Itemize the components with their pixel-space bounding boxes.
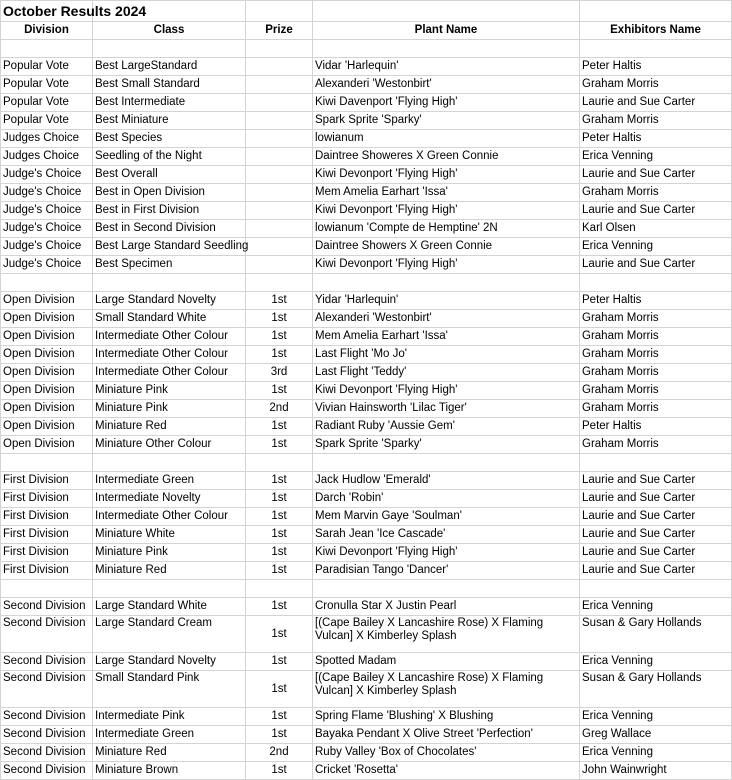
header-row [1, 22, 732, 40]
prize-cell[interactable]: 1st [246, 762, 313, 780]
division-cell[interactable]: First Division [1, 526, 93, 544]
prize-cell[interactable] [246, 76, 313, 94]
class-cell[interactable]: Miniature Pink [93, 544, 246, 562]
class-cell[interactable] [93, 580, 246, 598]
class-cell[interactable]: Best Specimen [93, 256, 246, 274]
exhibitor-cell[interactable]: Graham Morris [580, 112, 732, 130]
exhibitor-cell[interactable]: Laurie and Sue Carter [580, 544, 732, 562]
division-cell[interactable] [1, 40, 93, 58]
blank-row [1, 274, 732, 292]
exhibitor-cell[interactable]: Peter Haltis [580, 130, 732, 148]
plant-name-cell[interactable]: Jack Hudlow 'Emerald' [313, 472, 580, 490]
cell[interactable] [580, 1, 732, 22]
plant-name-cell[interactable]: Mem Marvin Gaye 'Soulman' [313, 508, 580, 526]
exhibitor-cell[interactable]: Graham Morris [580, 364, 732, 382]
table-row [1, 76, 732, 94]
prize-cell[interactable] [246, 148, 313, 166]
class-cell[interactable]: Best in First Division [93, 202, 246, 220]
division-cell[interactable]: Judges Choice [1, 130, 93, 148]
class-cell[interactable]: Intermediate Pink [93, 708, 246, 726]
prize-cell[interactable]: 2nd [246, 744, 313, 762]
class-cell[interactable] [93, 454, 246, 472]
exhibitor-cell[interactable] [580, 274, 732, 292]
prize-cell[interactable]: 1st [246, 436, 313, 454]
plant-name-cell[interactable]: Kiwi Devonport 'Flying High' [313, 544, 580, 562]
division-cell[interactable] [1, 454, 93, 472]
header-prize[interactable]: Prize [246, 22, 313, 40]
prize-cell[interactable]: 1st [246, 653, 313, 671]
prize-cell[interactable] [246, 40, 313, 58]
plant-name-cell[interactable]: Ruby Valley 'Box of Chocolates' [313, 744, 580, 762]
class-cell[interactable]: Large Standard Novelty [93, 292, 246, 310]
class-cell[interactable] [93, 40, 246, 58]
plant-name-cell[interactable]: Spark Sprite 'Sparky' [313, 112, 580, 130]
plant-name-cell[interactable]: Spring Flame 'Blushing' X Blushing [313, 708, 580, 726]
plant-name-cell[interactable]: Sarah Jean 'Ice Cascade' [313, 526, 580, 544]
table-row [1, 708, 732, 726]
division-cell[interactable]: Open Division [1, 400, 93, 418]
table-row [1, 94, 732, 112]
class-cell[interactable]: Intermediate Green [93, 472, 246, 490]
exhibitor-cell[interactable] [580, 454, 732, 472]
exhibitor-cell[interactable]: Erica Venning [580, 598, 732, 616]
class-cell[interactable]: Miniature White [93, 526, 246, 544]
table-row [1, 726, 732, 744]
blank-row [1, 40, 732, 58]
table-row [1, 508, 732, 526]
table-row [1, 490, 732, 508]
division-cell[interactable]: Judge's Choice [1, 238, 93, 256]
prize-cell[interactable] [246, 274, 313, 292]
prize-cell[interactable] [246, 184, 313, 202]
class-cell[interactable]: Miniature Brown [93, 762, 246, 780]
exhibitor-cell[interactable]: Laurie and Sue Carter [580, 202, 732, 220]
exhibitor-cell[interactable]: Erica Venning [580, 744, 732, 762]
header-class[interactable]: Class [93, 22, 246, 40]
division-cell[interactable] [1, 580, 93, 598]
class-cell[interactable]: Intermediate Novelty [93, 490, 246, 508]
prize-cell[interactable]: 3rd [246, 364, 313, 382]
class-cell[interactable]: Best Miniature [93, 112, 246, 130]
exhibitor-cell[interactable]: John Wainwright [580, 762, 732, 780]
table-row [1, 562, 732, 580]
plant-name-cell[interactable]: Cricket 'Rosetta' [313, 762, 580, 780]
division-cell[interactable]: Second Division [1, 616, 93, 653]
division-cell[interactable]: Judge's Choice [1, 184, 93, 202]
exhibitor-cell[interactable]: Peter Haltis [580, 292, 732, 310]
class-cell[interactable]: Best in Second Division [93, 220, 246, 238]
division-cell[interactable]: Second Division [1, 762, 93, 780]
blank-row [1, 454, 732, 472]
division-cell[interactable]: Popular Vote [1, 94, 93, 112]
plant-name-cell[interactable]: Vidar 'Harlequin' [313, 58, 580, 76]
exhibitor-cell[interactable]: Graham Morris [580, 310, 732, 328]
prize-cell[interactable] [246, 580, 313, 598]
class-cell[interactable]: Best Overall [93, 166, 246, 184]
table-row [1, 346, 732, 364]
plant-name-cell[interactable]: Paradisian Tango 'Dancer' [313, 562, 580, 580]
prize-cell[interactable]: 1st [246, 472, 313, 490]
division-cell[interactable]: Popular Vote [1, 76, 93, 94]
exhibitor-cell[interactable]: Laurie and Sue Carter [580, 94, 732, 112]
table-row [1, 744, 732, 762]
prize-cell[interactable]: 1st [246, 726, 313, 744]
exhibitor-cell[interactable]: Susan & Gary Hollands [580, 616, 732, 653]
exhibitor-cell[interactable]: Susan & Gary Hollands [580, 671, 732, 708]
table-row [1, 292, 732, 310]
table-row [1, 202, 732, 220]
prize-cell[interactable]: 1st [246, 418, 313, 436]
plant-name-cell[interactable]: Last Flight 'Teddy' [313, 364, 580, 382]
exhibitor-cell[interactable]: Erica Venning [580, 238, 732, 256]
table-row [1, 220, 732, 238]
exhibitor-cell[interactable]: Erica Venning [580, 708, 732, 726]
table-row [1, 472, 732, 490]
plant-name-cell[interactable] [313, 274, 580, 292]
plant-name-cell[interactable]: [(Cape Bailey X Lancashire Rose) X Flaming Vulcan] X Kimberley Splash [313, 671, 580, 708]
table-row [1, 526, 732, 544]
class-cell[interactable]: Large Standard White [93, 598, 246, 616]
division-cell[interactable]: First Division [1, 562, 93, 580]
division-cell[interactable]: Open Division [1, 328, 93, 346]
header-exhibitors-name[interactable]: Exhibitors Name [580, 22, 732, 40]
prize-cell[interactable] [246, 166, 313, 184]
prize-cell[interactable]: 1st [246, 310, 313, 328]
class-cell[interactable]: Intermediate Green [93, 726, 246, 744]
table-row [1, 364, 732, 382]
division-cell[interactable]: Popular Vote [1, 112, 93, 130]
division-cell[interactable]: First Division [1, 544, 93, 562]
division-cell[interactable]: Open Division [1, 310, 93, 328]
plant-name-cell[interactable]: Kiwi Devonport 'Flying High' [313, 166, 580, 184]
table-row [1, 598, 732, 616]
blank-row [1, 580, 732, 598]
class-cell[interactable]: Best in Open Division [93, 184, 246, 202]
prize-cell[interactable]: 1st [246, 562, 313, 580]
prize-cell[interactable]: 1st [246, 708, 313, 726]
plant-name-cell[interactable]: Mem Amelia Earhart 'Issa' [313, 184, 580, 202]
prize-cell[interactable]: 1st [246, 616, 313, 653]
exhibitor-cell[interactable]: Graham Morris [580, 400, 732, 418]
prize-cell[interactable]: 1st [246, 671, 313, 708]
exhibitor-cell[interactable]: Laurie and Sue Carter [580, 490, 732, 508]
table-row [1, 328, 732, 346]
division-cell[interactable]: Second Division [1, 671, 93, 708]
sheet-title[interactable]: October Results 2024 [1, 1, 93, 22]
plant-name-cell[interactable]: Spark Sprite 'Sparky' [313, 436, 580, 454]
exhibitor-cell[interactable]: Peter Haltis [580, 58, 732, 76]
exhibitor-cell[interactable]: Graham Morris [580, 328, 732, 346]
exhibitor-cell[interactable]: Graham Morris [580, 382, 732, 400]
plant-name-cell[interactable]: Daintree Showeres X Green Connie [313, 148, 580, 166]
division-cell[interactable]: Second Division [1, 598, 93, 616]
division-cell[interactable]: Open Division [1, 382, 93, 400]
table-row [1, 148, 732, 166]
division-cell[interactable] [1, 274, 93, 292]
class-cell[interactable] [93, 274, 246, 292]
class-cell[interactable]: Small Standard Pink [93, 671, 246, 708]
class-cell[interactable]: Large Standard Cream [93, 616, 246, 653]
plant-name-cell[interactable]: Spotted Madam [313, 653, 580, 671]
plant-name-cell[interactable]: [(Cape Bailey X Lancashire Rose) X Flaming Vulcan] X Kimberley Splash [313, 616, 580, 653]
cell[interactable] [246, 1, 313, 22]
division-cell[interactable]: Open Division [1, 364, 93, 382]
cell[interactable] [313, 1, 580, 22]
prize-cell[interactable] [246, 130, 313, 148]
division-cell[interactable]: Judge's Choice [1, 166, 93, 184]
division-cell[interactable]: Second Division [1, 744, 93, 762]
prize-cell[interactable]: 1st [246, 598, 313, 616]
prize-cell[interactable]: 1st [246, 346, 313, 364]
class-cell[interactable]: Intermediate Other Colour [93, 364, 246, 382]
plant-name-cell[interactable]: lowianum [313, 130, 580, 148]
table-row [1, 671, 732, 708]
exhibitor-cell[interactable]: Greg Wallace [580, 726, 732, 744]
exhibitor-cell[interactable]: Laurie and Sue Carter [580, 472, 732, 490]
division-cell[interactable]: Judge's Choice [1, 256, 93, 274]
prize-cell[interactable]: 1st [246, 490, 313, 508]
plant-name-cell[interactable]: lowianum 'Compte de Hemptine' 2N [313, 220, 580, 238]
exhibitor-cell[interactable]: Laurie and Sue Carter [580, 256, 732, 274]
division-cell[interactable]: Open Division [1, 346, 93, 364]
title-row [1, 1, 732, 22]
prize-cell[interactable]: 1st [246, 382, 313, 400]
plant-name-cell[interactable]: Mem Amelia Earhart 'Issa' [313, 328, 580, 346]
class-cell[interactable]: Miniature Red [93, 418, 246, 436]
division-cell[interactable]: Judges Choice [1, 148, 93, 166]
division-cell[interactable]: Popular Vote [1, 58, 93, 76]
plant-name-cell[interactable]: Radiant Ruby 'Aussie Gem' [313, 418, 580, 436]
division-cell[interactable]: Judge's Choice [1, 202, 93, 220]
plant-name-cell[interactable]: Kiwi Davenport 'Flying High' [313, 94, 580, 112]
exhibitor-cell[interactable]: Graham Morris [580, 436, 732, 454]
class-cell[interactable]: Intermediate Other Colour [93, 346, 246, 364]
table-row [1, 58, 732, 76]
plant-name-cell[interactable] [313, 454, 580, 472]
plant-name-cell[interactable]: Alexanderi 'Westonbirt' [313, 76, 580, 94]
class-cell[interactable]: Miniature Red [93, 562, 246, 580]
table-row [1, 184, 732, 202]
header-division[interactable]: Division [1, 22, 93, 40]
exhibitor-cell[interactable]: Erica Venning [580, 653, 732, 671]
table-row [1, 544, 732, 562]
class-cell[interactable]: Large Standard Novelty [93, 653, 246, 671]
plant-name-cell[interactable]: Darch 'Robin' [313, 490, 580, 508]
plant-name-cell[interactable]: Daintree Showers X Green Connie [313, 238, 580, 256]
table-row [1, 166, 732, 184]
prize-cell[interactable] [246, 94, 313, 112]
exhibitor-cell[interactable] [580, 580, 732, 598]
class-cell[interactable]: Best LargeStandard [93, 58, 246, 76]
division-cell[interactable]: Second Division [1, 726, 93, 744]
exhibitor-cell[interactable]: Laurie and Sue Carter [580, 562, 732, 580]
plant-name-cell[interactable]: Alexanderi 'Westonbirt' [313, 310, 580, 328]
exhibitor-cell[interactable]: Graham Morris [580, 76, 732, 94]
prize-cell[interactable]: 1st [246, 292, 313, 310]
table-row [1, 616, 732, 653]
prize-cell[interactable] [246, 202, 313, 220]
exhibitor-cell[interactable]: Graham Morris [580, 184, 732, 202]
table-row [1, 418, 732, 436]
exhibitor-cell[interactable]: Graham Morris [580, 346, 732, 364]
plant-name-cell[interactable] [313, 40, 580, 58]
table-row [1, 130, 732, 148]
prize-cell[interactable] [246, 220, 313, 238]
class-cell[interactable]: Best Small Standard [93, 76, 246, 94]
division-cell[interactable]: Second Division [1, 708, 93, 726]
plant-name-cell[interactable]: Kiwi Devonport 'Flying High' [313, 382, 580, 400]
exhibitor-cell[interactable]: Karl Olsen [580, 220, 732, 238]
prize-cell[interactable] [246, 238, 313, 256]
class-cell[interactable]: Small Standard White [93, 310, 246, 328]
table-row [1, 762, 732, 780]
exhibitor-cell[interactable] [580, 40, 732, 58]
prize-cell[interactable]: 1st [246, 508, 313, 526]
division-cell[interactable]: Open Division [1, 418, 93, 436]
division-cell[interactable]: Judge's Choice [1, 220, 93, 238]
prize-cell[interactable] [246, 58, 313, 76]
table-row [1, 310, 732, 328]
plant-name-cell[interactable]: Vivian Hainsworth 'Lilac Tiger' [313, 400, 580, 418]
plant-name-cell[interactable]: Bayaka Pendant X Olive Street 'Perfection' [313, 726, 580, 744]
table-row [1, 653, 732, 671]
plant-name-cell[interactable]: Cronulla Star X Justin Pearl [313, 598, 580, 616]
class-cell[interactable]: Miniature Pink [93, 382, 246, 400]
table-row [1, 436, 732, 454]
table-row [1, 256, 732, 274]
class-cell[interactable]: Intermediate Other Colour [93, 328, 246, 346]
header-plant-name[interactable]: Plant Name [313, 22, 580, 40]
exhibitor-cell[interactable]: Laurie and Sue Carter [580, 166, 732, 184]
prize-cell[interactable]: 2nd [246, 400, 313, 418]
division-cell[interactable]: First Division [1, 472, 93, 490]
division-cell[interactable]: Second Division [1, 653, 93, 671]
prize-cell[interactable] [246, 112, 313, 130]
prize-cell[interactable]: 1st [246, 544, 313, 562]
prize-cell[interactable] [246, 256, 313, 274]
class-cell[interactable]: Intermediate Other Colour [93, 508, 246, 526]
prize-cell[interactable]: 1st [246, 526, 313, 544]
class-cell[interactable]: Miniature Red [93, 744, 246, 762]
class-cell[interactable]: Best Intermediate [93, 94, 246, 112]
plant-name-cell[interactable]: Yidar 'Harlequin' [313, 292, 580, 310]
table-row [1, 112, 732, 130]
plant-name-cell[interactable]: Last Flight 'Mo Jo' [313, 346, 580, 364]
exhibitor-cell[interactable]: Laurie and Sue Carter [580, 508, 732, 526]
table-row [1, 382, 732, 400]
division-cell[interactable]: Open Division [1, 436, 93, 454]
exhibitor-cell[interactable]: Erica Venning [580, 148, 732, 166]
table-row [1, 238, 732, 256]
class-cell[interactable]: Miniature Other Colour [93, 436, 246, 454]
division-cell[interactable]: First Division [1, 508, 93, 526]
prize-cell[interactable] [246, 454, 313, 472]
class-cell[interactable]: Miniature Pink [93, 400, 246, 418]
exhibitor-cell[interactable]: Peter Haltis [580, 418, 732, 436]
class-cell[interactable]: Best Large Standard Seedling [93, 238, 246, 256]
plant-name-cell[interactable] [313, 580, 580, 598]
division-cell[interactable]: First Division [1, 490, 93, 508]
plant-name-cell[interactable]: Kiwi Devonport 'Flying High' [313, 256, 580, 274]
exhibitor-cell[interactable]: Laurie and Sue Carter [580, 526, 732, 544]
table-row [1, 400, 732, 418]
class-cell[interactable]: Seedling of the Night [93, 148, 246, 166]
plant-name-cell[interactable]: Kiwi Devonport 'Flying High' [313, 202, 580, 220]
division-cell[interactable]: Open Division [1, 292, 93, 310]
class-cell[interactable]: Best Species [93, 130, 246, 148]
prize-cell[interactable]: 1st [246, 328, 313, 346]
